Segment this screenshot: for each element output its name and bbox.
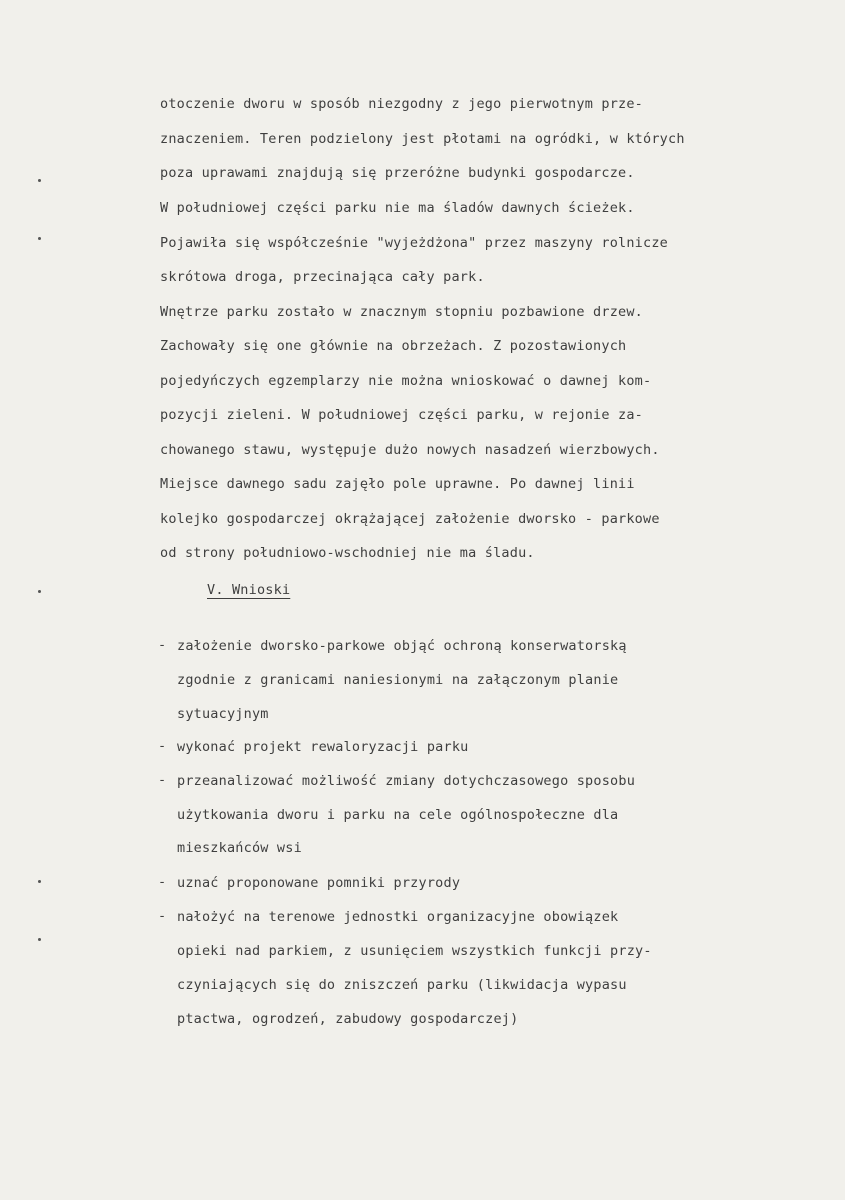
list-item-line: użytkowania dworu i parku na cele ogólnospołeczne dla xyxy=(177,807,619,823)
list-item-line: wykonać projekt rewaloryzacji parku xyxy=(177,739,469,755)
paragraph-line: skrótowa droga, przecinająca cały park. xyxy=(160,269,485,285)
list-item-line: czyniających się do zniszczeń parku (likwidacja wypasu xyxy=(177,977,627,993)
list-item-line: nałożyć na terenowe jednostki organizacyjne obowiązek xyxy=(177,909,619,925)
paragraph-line: poza uprawami znajdują się przeróżne budynki gospodarcze. xyxy=(160,165,635,181)
list-item-line: przeanalizować możliwość zmiany dotychczasowego sposobu xyxy=(177,773,636,789)
list-item-line: uznać proponowane pomniki przyrody xyxy=(177,875,461,891)
list-item-line: założenie dworsko-parkowe objąć ochroną konserwatorską xyxy=(177,638,627,654)
margin-dot xyxy=(38,590,41,593)
paragraph-line: Pojawiła się współcześnie "wyjeżdżona" przez maszyny rolnicze xyxy=(160,235,668,251)
margin-dot xyxy=(38,237,41,240)
list-item-line: sytuacyjnym xyxy=(177,706,269,722)
list-item-line: ptactwa, ogrodzeń, zabudowy gospodarczej) xyxy=(177,1011,519,1027)
margin-dot xyxy=(38,179,41,182)
list-bullet: - xyxy=(158,874,167,890)
section-heading: V. Wnioski xyxy=(207,582,291,598)
paragraph-line: Zachowały się one głównie na obrzeżach. Z pozostawionych xyxy=(160,338,627,354)
margin-dot xyxy=(38,938,41,941)
list-item-line: zgodnie z granicami naniesionymi na załączonym planie xyxy=(177,672,619,688)
paragraph-line: od strony południowo-wschodniej nie ma śladu. xyxy=(160,545,535,561)
list-bullet: - xyxy=(158,908,167,924)
list-bullet: - xyxy=(158,637,167,653)
paragraph-line: Wnętrze parku zostało w znacznym stopniu pozbawione drzew. xyxy=(160,304,644,320)
list-item-line: opieki nad parkiem, z usunięciem wszystkich funkcji przy- xyxy=(177,943,652,959)
paragraph-line: W południowej części parku nie ma śladów dawnych ścieżek. xyxy=(160,200,635,216)
paragraph-line: pozycji zieleni. W południowej części parku, w rejonie za- xyxy=(160,407,644,423)
paragraph-line: otoczenie dworu w sposób niezgodny z jego pierwotnym prze- xyxy=(160,96,644,112)
list-item-line: mieszkańców wsi xyxy=(177,840,302,856)
paragraph-line: Miejsce dawnego sadu zajęło pole uprawne. Po dawnej linii xyxy=(160,476,635,492)
paragraph-line: pojedyńczych egzemplarzy nie można wnioskować o dawnej kom- xyxy=(160,373,652,389)
paragraph-line: kolejko gospodarczej okrążającej założenie dworsko - parkowe xyxy=(160,511,660,527)
paragraph-line: znaczeniem. Teren podzielony jest płotami na ogródki, w których xyxy=(160,131,685,147)
margin-dot xyxy=(38,880,41,883)
paragraph-line: chowanego stawu, występuje dużo nowych nasadzeń wierzbowych. xyxy=(160,442,660,458)
list-bullet: - xyxy=(158,738,167,754)
list-bullet: - xyxy=(158,772,167,788)
